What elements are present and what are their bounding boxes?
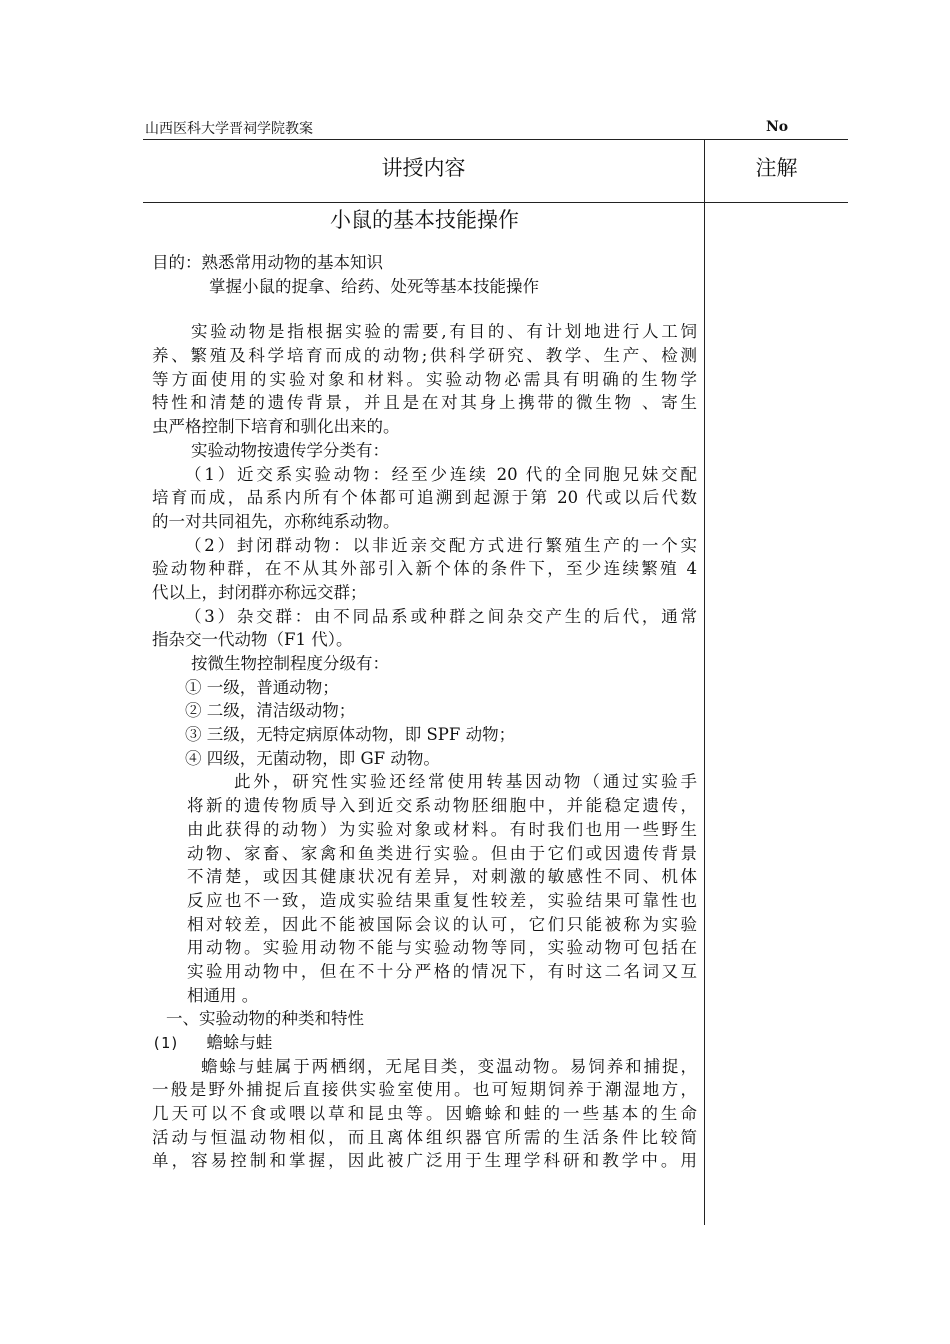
genetic-item-line: 验动物种群，在不从其外部引入新个体的条件下，至少连续繁殖 4: [152, 559, 697, 579]
genetic-item-line: 的一对共同祖先，亦称纯系动物。: [152, 511, 400, 531]
additional-line: 相对较差，因此不能被国际会议的认可，它们只能被称为实验: [187, 914, 697, 934]
micro-grade: ③ 三级，无特定病原体动物，即 SPF 动物；: [185, 725, 516, 745]
additional-line: 不清楚，或因其健康状况有差异，对刺激的敏感性不同、机体: [187, 867, 697, 887]
intro-line: 等方面使用的实验对象和材料。实验动物必需具有明确的生物学: [152, 369, 697, 389]
section-heading: 一、实验动物的种类和特性: [166, 1009, 364, 1029]
additional-line: 实验用动物中，但在不十分严格的情况下，有时这二名词又互: [187, 961, 697, 981]
institution-header: 山西医科大学晋祠学院教案: [145, 121, 313, 137]
subsection-number: (1): [152, 1034, 180, 1052]
purpose-line: 掌握小鼠的捉拿、给药、处死等基本技能操作: [209, 276, 539, 296]
spacer: [152, 298, 697, 320]
additional-paragraph: [187, 770, 697, 1007]
purpose-line: 目的：熟悉常用动物的基本知识: [152, 253, 383, 272]
intro-line: 实验动物是指根据实验的需要,有目的、有计划地进行人工饲: [191, 322, 697, 342]
column-title-main: 讲授内容: [381, 156, 466, 180]
subsection-heading: [152, 1031, 697, 1055]
intro-line: 虫严格控制下培育和驯化出来的。: [152, 417, 400, 437]
intro-line: 特性和清楚的遗传背景，并且是在对其身上携带的微生物 、寄生: [152, 393, 697, 413]
page-number-label: No: [766, 119, 789, 135]
additional-line: 反应也不一致，造成实验结果重复性较差，实验结果可靠性也: [187, 890, 697, 910]
micro-grade: ② 二级，清洁级动物；: [185, 701, 356, 721]
genetic-heading: 实验动物按遗传学分类有：: [191, 440, 389, 460]
column-divider: [704, 139, 705, 1225]
genetic-item-line: （2）封闭群动物：以非近亲交配方式进行繁殖生产的一个实: [185, 535, 697, 555]
genetic-item-line: 培育而成，品系内所有个体都可追溯到起源于第 20 代或以后代数: [152, 488, 697, 508]
genetic-item-line: （3）杂交群：由不同品系或种群之间杂交产生的后代，通常: [185, 606, 697, 626]
section-line: 活动与恒温动物相似，而且离体组织器官所需的生活条件比较简: [152, 1127, 697, 1147]
section-line: 一般是野外捕捉后直接供实验室使用。也可短期饲养于潮湿地方，: [152, 1080, 697, 1100]
genetic-item-line: 指杂交一代动物（F1 代）。: [152, 630, 353, 650]
additional-line: 用动物。实验用动物不能与实验动物等同，实验动物可包括在: [187, 938, 697, 958]
section-line: 几天可以不食或喂以草和昆虫等。因蟾蜍和蛙的一些基本的生命: [152, 1104, 697, 1124]
micro-heading: 按微生物控制程度分级有：: [191, 654, 389, 673]
additional-line: 动物、家畜、家禽和鱼类进行实验。但由于它们或因遗传背景: [187, 843, 697, 863]
header-rule: [143, 139, 848, 140]
column-title-notes: 注解: [755, 156, 798, 180]
subsection-title: 蟾蜍与蛙: [206, 1033, 273, 1052]
additional-line: 由此获得的动物）为实验对象或材料。有时我们也用一些野生: [187, 819, 697, 839]
intro-line: 养、繁殖及科学培育而成的动物;供科学研究、教学、生产、检测: [152, 346, 697, 366]
additional-line: 此外，研究性实验还经常使用转基因动物（通过实验手: [234, 772, 697, 792]
genetic-item-line: 代以上，封闭群亦称远交群；: [152, 582, 367, 602]
lecture-content: [152, 205, 697, 1173]
micro-grade: ① 一级，普通动物；: [185, 677, 339, 697]
additional-line: 相通用 。: [187, 985, 259, 1005]
section-line: 蟾蜍与蛙属于两栖纲，无尾目类，变温动物。易饲养和捕捉，: [201, 1056, 697, 1076]
column-header-rule: [143, 202, 848, 203]
genetic-item-line: （1）近交系实验动物：经至少连续 20 代的全同胞兄妹交配: [185, 464, 697, 484]
section-line: 单，容易控制和掌握，因此被广泛用于生理学科研和教学中。用: [152, 1151, 697, 1171]
additional-line: 将新的遗传物质导入到近交系动物胚细胞中，并能稳定遗传，: [187, 796, 697, 816]
micro-grade: ④ 四级，无菌动物，即 GF 动物。: [185, 748, 440, 768]
lesson-title: 小鼠的基本技能操作: [330, 208, 519, 232]
